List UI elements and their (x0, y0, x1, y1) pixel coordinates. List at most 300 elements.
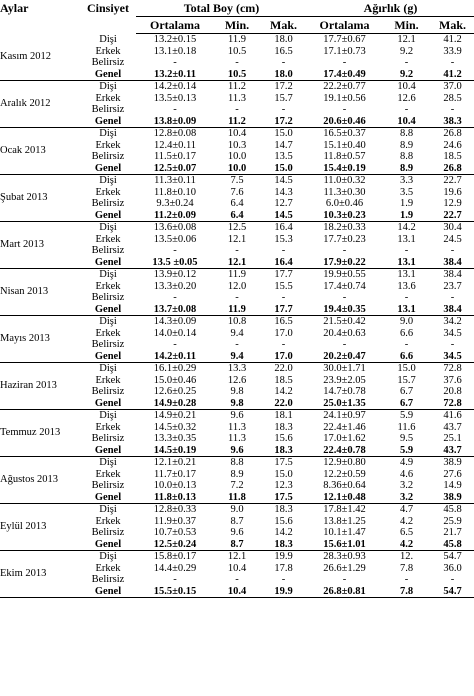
weight-min-cell: 13.1 (397, 233, 416, 245)
weight-min-cell: 11.6 (397, 421, 416, 433)
length-min-cell: 8.7 (230, 515, 244, 527)
sex-cell: Genel (80, 539, 136, 551)
length-mean-cell: - (173, 104, 177, 115)
length-mean-cell: 11.5±0.17 (153, 151, 197, 162)
header-weight: Ağırlık (g) (307, 0, 474, 17)
header-row-groups (0, 0, 474, 17)
weight-min-cell: 10.4 (382, 116, 431, 128)
weight-max-cell: - (450, 57, 455, 68)
length-max-cell: 18.3 (260, 445, 307, 457)
length-min-cell: - (235, 57, 239, 68)
length-mean-cell: 14.0±0.14 (153, 327, 197, 339)
length-min-cell: 10.4 (214, 586, 260, 598)
weight-mean-cell: 17.0±1.62 (323, 433, 366, 444)
length-max-cell: 17.7 (260, 304, 307, 316)
weight-max-cell: 37.6 (443, 374, 462, 386)
weight-mean-cell: 14.7±0.78 (323, 386, 366, 397)
weight-max-cell: 38.4 (443, 269, 462, 280)
sex-cell: Belirsiz (91, 339, 125, 350)
weight-mean-cell: 12.9±0.80 (323, 457, 366, 468)
sex-cell: Belirsiz (91, 527, 125, 538)
length-max-cell: 13.5 (274, 151, 293, 162)
length-min-cell: 10.0 (227, 151, 247, 162)
weight-mean-cell: 17.8±1.42 (323, 504, 366, 515)
length-mean-cell: 16.1±0.29 (153, 363, 197, 374)
weight-max-cell: 34.5 (443, 327, 462, 339)
length-min-cell: 9.6 (230, 410, 244, 421)
length-min-cell: 11.9 (228, 269, 246, 280)
weight-min-cell: 9.2 (399, 45, 414, 57)
weight-min-cell: 13.6 (397, 280, 416, 292)
month-label: Mart 2013 (0, 222, 80, 269)
weight-mean-cell: 10.1±1.47 (323, 527, 366, 538)
weight-max-cell: 41.6 (443, 410, 462, 421)
sex-cell: Erkek (95, 562, 121, 574)
weight-mean-cell: 22.2±0.77 (323, 81, 366, 92)
sex-cell: Genel (80, 304, 136, 316)
weight-mean-cell: 17.9±0.22 (307, 257, 382, 269)
length-mean-cell: 14.3±0.09 (153, 316, 197, 327)
weight-max-cell: 41.2 (443, 34, 462, 45)
length-mean-cell: 15.8±0.17 (153, 551, 197, 562)
table-row (0, 175, 474, 187)
length-max-cell: 17.5 (260, 492, 307, 504)
weight-mean-cell: 19.9±0.55 (323, 269, 366, 280)
length-max-cell: 15.3 (274, 233, 293, 245)
length-mean-cell: 11.8±0.10 (153, 186, 197, 198)
weight-min-cell: 8.8 (399, 151, 414, 162)
length-mean-cell: 11.3±0.11 (154, 175, 196, 186)
weight-max-cell: 12.9 (443, 198, 462, 209)
sex-cell: Dişi (99, 551, 117, 562)
sex-cell: Erkek (95, 139, 121, 151)
weight-min-cell: 3.2 (399, 480, 414, 491)
weight-max-cell: - (450, 245, 455, 256)
length-min-cell: 9.6 (214, 445, 260, 457)
length-max-cell: 15.0 (274, 128, 293, 139)
length-min-cell: 13.3 (227, 363, 247, 374)
sex-cell: Belirsiz (91, 245, 125, 256)
length-max-cell: - (281, 245, 286, 256)
weight-mean-cell: 15.1±0.40 (323, 139, 366, 151)
weight-max-cell: 38.9 (431, 492, 474, 504)
sex-cell: Dişi (99, 363, 117, 374)
weight-mean-cell: 28.3±0.93 (323, 551, 366, 562)
weight-max-cell: - (450, 292, 455, 303)
length-max-cell: 19.9 (260, 586, 307, 598)
weight-mean-cell: 26.8±0.81 (307, 586, 382, 598)
sex-cell: Erkek (95, 280, 121, 292)
length-min-cell: 12.5 (227, 222, 247, 233)
length-max-cell: 22.0 (260, 398, 307, 410)
weight-max-cell: - (450, 104, 455, 115)
length-max-cell: 17.0 (274, 327, 293, 339)
length-max-cell: 16.4 (274, 222, 293, 233)
length-mean-cell: 13.2±0.11 (136, 69, 214, 81)
sex-cell: Belirsiz (91, 151, 125, 162)
length-mean-cell: 13.1±0.18 (153, 45, 197, 57)
sex-cell: Dişi (99, 128, 117, 139)
table-body (0, 34, 474, 598)
sex-cell: Erkek (95, 468, 121, 480)
weight-max-cell: 34.2 (443, 316, 462, 327)
weight-mean-cell: 12.1±0.48 (307, 492, 382, 504)
weight-mean-cell: - (342, 57, 347, 68)
weight-mean-cell: 25.0±1.35 (307, 398, 382, 410)
weight-min-cell: 8.9 (399, 139, 414, 151)
weight-min-cell: 9.5 (399, 433, 414, 444)
length-mean-cell: - (173, 574, 177, 585)
weight-max-cell: 45.8 (431, 539, 474, 551)
header-weight-min: Min. (382, 17, 431, 34)
weight-max-cell: 33.9 (443, 45, 462, 57)
weight-mean-cell: 20.4±0.63 (323, 327, 366, 339)
weight-max-cell: 43.7 (431, 445, 474, 457)
length-min-cell: 8.9 (230, 468, 244, 480)
weight-max-cell: - (450, 339, 455, 350)
length-max-cell: 14.5 (274, 175, 293, 186)
weight-min-cell: 7.8 (382, 586, 431, 598)
sex-cell: Genel (80, 351, 136, 363)
length-min-cell: 8.7 (214, 539, 260, 551)
sex-cell: Dişi (99, 457, 117, 468)
weight-max-cell: 38.4 (431, 304, 474, 316)
length-max-cell: 17.2 (274, 81, 293, 92)
weight-min-cell: - (404, 57, 409, 68)
length-mean-cell: - (173, 57, 177, 68)
weight-min-cell: 3.5 (399, 186, 414, 198)
weight-mean-cell: 11.3±0.30 (323, 186, 366, 198)
weight-mean-cell: 17.1±0.73 (323, 45, 366, 57)
weight-mean-cell: 17.4±0.74 (323, 280, 366, 292)
weight-max-cell: 54.7 (431, 586, 474, 598)
weight-mean-cell: 22.4±1.46 (323, 421, 366, 433)
length-max-cell: 18.3 (260, 539, 307, 551)
month-label: Haziran 2013 (0, 363, 80, 410)
weight-mean-cell: 23.9±2.05 (323, 374, 366, 386)
length-mean-cell: 12.4±0.11 (153, 139, 197, 151)
sex-cell: Belirsiz (91, 57, 125, 68)
length-min-cell: 7.6 (230, 186, 244, 198)
length-mean-cell: 13.2±0.15 (153, 34, 197, 45)
length-max-cell: 15.0 (274, 468, 293, 480)
weight-max-cell: 37.0 (443, 81, 462, 92)
length-mean-cell: 14.5±0.19 (136, 445, 214, 457)
weight-max-cell: 28.5 (443, 92, 462, 104)
weight-max-cell: 72.8 (431, 398, 474, 410)
length-min-cell: 11.2 (214, 116, 260, 128)
weight-min-cell: 13.1 (397, 269, 416, 280)
length-max-cell: 22.0 (274, 363, 293, 374)
length-max-cell: 16.5 (274, 316, 293, 327)
length-mean-cell: 10.7±0.53 (153, 527, 197, 538)
length-mean-cell: 13.7±0.08 (136, 304, 214, 316)
weight-min-cell: 10.4 (397, 81, 416, 92)
table-row (0, 410, 474, 422)
length-min-cell: 11.3 (228, 433, 246, 444)
weight-mean-cell: - (342, 292, 347, 303)
length-max-cell: - (281, 104, 286, 115)
sex-cell: Dişi (99, 316, 117, 327)
length-min-cell: 11.8 (214, 492, 260, 504)
sex-cell: Erkek (95, 45, 121, 57)
length-min-cell: - (235, 292, 239, 303)
month-label: Nisan 2013 (0, 269, 80, 316)
length-min-cell: 10.5 (214, 69, 260, 81)
length-min-cell: 12.0 (227, 280, 247, 292)
weight-max-cell: - (450, 574, 455, 585)
length-min-cell: 11.9 (228, 34, 246, 45)
length-max-cell: 17.7 (274, 269, 293, 280)
length-max-cell: 12.3 (274, 480, 293, 491)
length-min-cell: 12.1 (227, 233, 247, 245)
length-min-cell: 10.4 (227, 128, 247, 139)
length-max-cell: 15.0 (260, 163, 307, 175)
weight-min-cell: 8.9 (382, 163, 431, 175)
header-sex: Cinsiyet (87, 1, 129, 15)
weight-min-cell: 3.3 (399, 175, 414, 186)
table-row (0, 316, 474, 328)
length-max-cell: 15.6 (274, 433, 293, 444)
weight-min-cell: - (404, 574, 409, 585)
sex-cell: Belirsiz (91, 198, 125, 209)
length-mean-cell: 14.2±0.14 (153, 81, 197, 92)
weight-mean-cell: 15.4±0.19 (307, 163, 382, 175)
length-max-cell: 15.5 (274, 280, 293, 292)
weight-mean-cell: 17.7±0.67 (323, 34, 366, 45)
length-min-cell: 11.3 (228, 92, 246, 104)
length-max-cell: 18.5 (274, 374, 293, 386)
weight-max-cell: 38.3 (431, 116, 474, 128)
weight-max-cell: 27.6 (443, 468, 462, 480)
weight-min-cell: 4.7 (399, 504, 414, 515)
weight-max-cell: 34.5 (431, 351, 474, 363)
length-max-cell: 17.8 (274, 562, 293, 574)
length-mean-cell: 13.3±0.20 (153, 280, 197, 292)
weight-max-cell: 26.8 (443, 128, 462, 139)
length-mean-cell: 12.1±0.21 (153, 457, 197, 468)
weight-min-cell: 12. (399, 551, 414, 562)
weight-max-cell: 21.7 (443, 527, 462, 538)
sex-cell: Dişi (99, 410, 117, 421)
sex-cell: Belirsiz (91, 574, 125, 585)
length-min-cell: 9.8 (214, 398, 260, 410)
length-min-cell: - (235, 574, 239, 585)
weight-mean-cell: 26.6±1.29 (323, 562, 366, 574)
length-max-cell: 16.5 (274, 45, 293, 57)
length-mean-cell: 9.3±0.24 (156, 198, 194, 209)
weight-min-cell: 9.0 (399, 316, 414, 327)
length-max-cell: - (281, 57, 286, 68)
length-max-cell: 18.3 (274, 421, 293, 433)
weight-max-cell: 54.7 (443, 551, 462, 562)
weight-min-cell: 6.6 (399, 327, 414, 339)
weight-mean-cell: 20.6±0.46 (307, 116, 382, 128)
length-mean-cell: 13.3±0.35 (153, 433, 197, 444)
weight-mean-cell: 24.1±0.97 (323, 410, 366, 421)
length-mean-cell: 12.8±0.33 (153, 504, 197, 515)
sex-cell: Belirsiz (91, 433, 125, 444)
table-row (0, 81, 474, 93)
weight-max-cell: 20.8 (443, 386, 462, 397)
sex-cell: Genel (80, 586, 136, 598)
weight-min-cell: 3.2 (382, 492, 431, 504)
sex-cell: Genel (80, 398, 136, 410)
length-mean-cell: 13.5 ±0.05 (136, 257, 214, 269)
weight-max-cell: 43.7 (443, 421, 462, 433)
weight-mean-cell: 19.1±0.56 (323, 92, 366, 104)
length-min-cell: 9.8 (230, 386, 244, 397)
header-length-max: Mak. (260, 17, 307, 34)
weight-min-cell: 7.8 (399, 562, 414, 574)
weight-max-cell: 22.7 (431, 210, 474, 222)
sex-cell: Dişi (99, 33, 117, 45)
weight-min-cell: 6.5 (399, 527, 414, 538)
length-min-cell: 9.4 (214, 351, 260, 363)
sex-cell: Genel (80, 257, 136, 269)
length-min-cell: 12.6 (227, 374, 247, 386)
length-max-cell: 17.5 (274, 457, 293, 468)
length-mean-cell: 11.9±0.37 (153, 515, 197, 527)
header-length-min: Min. (214, 17, 260, 34)
length-mean-cell: - (173, 339, 177, 350)
sex-cell: Erkek (95, 374, 121, 386)
sex-cell: Erkek (95, 421, 121, 433)
length-mean-cell: 13.5±0.06 (153, 233, 197, 245)
length-min-cell: 10.5 (227, 45, 247, 57)
length-mean-cell: 12.6±0.25 (153, 386, 197, 397)
sex-cell: Dişi (99, 222, 117, 233)
length-max-cell: - (281, 339, 286, 350)
weight-min-cell: 4.2 (382, 539, 431, 551)
length-max-cell: - (281, 292, 286, 303)
weight-min-cell: 15.7 (397, 374, 416, 386)
length-min-cell: 11.2 (228, 81, 246, 92)
weight-mean-cell: 15.6±1.01 (307, 539, 382, 551)
weight-min-cell: 8.8 (399, 128, 414, 139)
weight-mean-cell: 12.2±0.59 (323, 468, 366, 480)
table-row (0, 34, 474, 46)
length-min-cell: 10.3 (227, 139, 247, 151)
weight-mean-cell: 22.4±0.78 (307, 445, 382, 457)
weight-min-cell: 1.9 (382, 210, 431, 222)
length-mean-cell: 14.4±0.29 (153, 562, 197, 574)
length-mean-cell: 10.0±0.13 (153, 480, 197, 491)
sex-cell: Genel (80, 163, 136, 175)
table-row (0, 363, 474, 375)
weight-mean-cell: 16.5±0.37 (323, 128, 366, 139)
sex-cell: Erkek (95, 92, 121, 104)
table-row (0, 504, 474, 516)
weight-mean-cell: 17.7±0.23 (323, 233, 366, 245)
length-min-cell: - (235, 339, 239, 350)
length-max-cell: 15.6 (274, 515, 293, 527)
month-label: Eylül 2013 (0, 504, 80, 551)
length-min-cell: 12.1 (214, 257, 260, 269)
weight-mean-cell: 10.3±0.23 (307, 210, 382, 222)
length-min-cell: 12.1 (227, 551, 247, 562)
weight-max-cell: 19.6 (443, 186, 462, 198)
length-max-cell: 14.5 (260, 210, 307, 222)
length-min-cell: 9.4 (230, 327, 244, 339)
length-mean-cell: 11.2±0.09 (136, 210, 214, 222)
length-min-cell: 8.8 (230, 457, 244, 468)
table-row (0, 128, 474, 140)
weight-min-cell: 14.2 (397, 222, 416, 233)
weight-mean-cell: - (342, 339, 347, 350)
length-max-cell: 18.0 (260, 69, 307, 81)
sex-cell: Dişi (99, 269, 117, 280)
weight-min-cell: - (404, 339, 409, 350)
length-min-cell: 10.8 (227, 316, 247, 327)
weight-min-cell: 15.0 (397, 363, 416, 374)
month-label: Kasım 2012 (0, 34, 80, 81)
table-row (0, 457, 474, 469)
weight-min-cell: 4.9 (399, 457, 414, 468)
month-label: Şubat 2013 (0, 175, 80, 222)
weight-max-cell: 25.1 (443, 433, 462, 444)
length-max-cell: 16.4 (260, 257, 307, 269)
weight-min-cell: - (404, 292, 409, 303)
weight-min-cell: 13.1 (382, 304, 431, 316)
weight-max-cell: 23.7 (443, 280, 462, 292)
length-mean-cell: 12.5±0.07 (136, 163, 214, 175)
length-min-cell: 11.3 (228, 421, 246, 433)
weight-max-cell: 72.8 (443, 363, 462, 374)
weight-min-cell: 6.7 (382, 398, 431, 410)
length-min-cell: 11.9 (214, 304, 260, 316)
weight-max-cell: 38.9 (443, 457, 462, 468)
length-min-cell: 6.4 (214, 210, 260, 222)
sex-cell: Erkek (95, 233, 121, 245)
length-mean-cell: 11.7±0.17 (153, 468, 197, 480)
length-max-cell: 12.7 (274, 198, 293, 209)
weight-min-cell: 4.6 (399, 468, 414, 480)
weight-mean-cell: 11.8±0.57 (323, 151, 366, 162)
weight-mean-cell: 13.8±1.25 (323, 515, 366, 527)
sex-cell: Genel (80, 210, 136, 222)
length-min-cell: 10.4 (227, 562, 247, 574)
length-mean-cell: 12.5±0.24 (136, 539, 214, 551)
length-mean-cell: - (173, 245, 177, 256)
weight-min-cell: 12.1 (397, 34, 416, 45)
weight-min-cell: - (404, 104, 409, 115)
weight-mean-cell: 11.0±0.32 (323, 175, 366, 186)
length-mean-cell: 11.8±0.13 (136, 492, 214, 504)
length-min-cell: 7.2 (230, 480, 244, 491)
sex-cell: Genel (80, 445, 136, 457)
length-max-cell: 14.3 (274, 186, 293, 198)
sex-cell: Belirsiz (91, 292, 125, 303)
length-min-cell: 9.0 (230, 504, 244, 515)
weight-min-cell: 9.2 (382, 69, 431, 81)
month-label: Mayıs 2013 (0, 316, 80, 363)
weight-mean-cell: - (342, 104, 347, 115)
length-mean-cell: - (173, 292, 177, 303)
weight-min-cell: 1.9 (399, 198, 414, 209)
weight-mean-cell: 19.4±0.35 (307, 304, 382, 316)
length-mean-cell: 14.2±0.11 (136, 351, 214, 363)
weight-max-cell: 24.5 (443, 233, 462, 245)
weight-max-cell: 45.8 (443, 504, 462, 515)
table-row (0, 222, 474, 234)
sex-cell: Dişi (99, 81, 117, 92)
length-mean-cell: 14.9±0.21 (153, 410, 197, 421)
weight-mean-cell: 18.2±0.33 (323, 222, 366, 233)
weight-max-cell: 22.7 (443, 175, 462, 186)
table-row (0, 551, 474, 563)
weight-max-cell: 14.9 (443, 480, 462, 491)
